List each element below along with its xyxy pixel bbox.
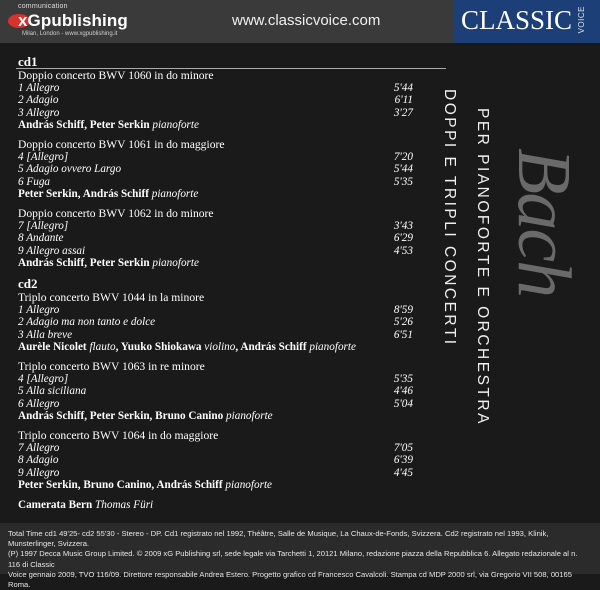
conductor: Thomas Füri [95, 499, 154, 512]
track-name: 8 Andante [18, 232, 64, 245]
instrument: pianoforte [225, 478, 273, 491]
track-row [18, 316, 413, 328]
track-row [18, 442, 413, 454]
performers: András Schiff, Peter Serkin pianoforte [18, 118, 199, 131]
track-row [18, 385, 413, 397]
track-duration: 5'44 [393, 163, 413, 176]
instrument: pianoforte [226, 409, 273, 422]
track-row [18, 245, 413, 257]
performers: Peter Serkin, Bruno Canino, András Schiff pianoforte [18, 478, 273, 491]
track-name: 6 Allegro [18, 397, 60, 410]
track-duration: 6'29 [393, 232, 413, 245]
track-row [18, 373, 413, 385]
track-duration: 6'11 [394, 94, 413, 107]
work-title: Doppio concerto BWV 1060 in do minore [18, 69, 214, 82]
track-row [18, 232, 413, 244]
instrument: flauto [89, 340, 116, 353]
footer-credits [0, 523, 600, 590]
brand-main: CLASSIC [461, 5, 573, 35]
footer-line: (P) 1997 Decca Music Group Limited. © 2009 xG Publishing srl, sede legale via Tarchetti 1, 20121 Milano, redazione piazza della Repubblica 6. Allegato redazionale al n. 116 di Classic [8, 549, 578, 569]
track-duration: 5'26 [393, 316, 413, 329]
work [18, 208, 413, 269]
track-row [18, 329, 413, 341]
ensemble: Camerata Bern Thomas Füri [18, 499, 154, 512]
instrument: violino [204, 340, 236, 353]
track-duration: 3'43 [393, 220, 413, 233]
composer-name: Bach [502, 148, 586, 297]
instrument: pianoforte [151, 187, 199, 200]
track-duration: 5'04 [393, 397, 413, 410]
work-title: Triplo concerto BWV 1063 in re minore [18, 360, 205, 374]
track-duration: 7'20 [393, 151, 413, 164]
track-name: 7 [Allegro] [18, 220, 69, 233]
track-row [18, 94, 413, 106]
side-title-2 [473, 108, 503, 426]
track-row [18, 467, 413, 479]
track-name: 5 Alla siciliana [18, 385, 87, 398]
track-name: 2 Adagio ma non tanto e dolce [18, 316, 156, 329]
track-name: 1 Allegro [18, 82, 60, 95]
track-row [18, 107, 413, 119]
track-name: 6 Fuga [18, 175, 51, 188]
logo-sub: communication [18, 3, 68, 10]
work-title: Doppio concerto BWV 1061 in do maggiore [18, 138, 225, 152]
publisher-logo [8, 3, 126, 41]
brand-logo [453, 0, 600, 43]
track-duration: 8'59 [393, 304, 413, 317]
track-name: 5 Adagio ovvero Largo [18, 163, 122, 176]
track-row [18, 304, 413, 316]
work-title: Doppio concerto BWV 1062 in do minore [18, 207, 214, 221]
work [18, 139, 413, 200]
track-name: 7 Allegro [18, 442, 60, 455]
track-row [18, 398, 413, 410]
track-name: 3 Alla breve [18, 328, 73, 341]
instrument: pianoforte [152, 256, 199, 269]
cd1-heading: cd1 [18, 54, 38, 69]
track-row [18, 454, 413, 466]
performers: Peter Serkin, András Schiff pianoforte [18, 187, 199, 200]
track-duration: 6'39 [393, 454, 413, 467]
work-title: Triplo concerto BWV 1044 in la minore [18, 291, 205, 305]
tracklist [18, 55, 413, 511]
track-name: 4 [Allegro] [18, 151, 69, 164]
track-name: 8 Adagio [18, 454, 59, 467]
performers: András Schiff, Peter Serkin, Bruno Canino pianoforte [18, 409, 273, 422]
work [18, 430, 413, 491]
track-row [18, 176, 413, 188]
instrument: pianoforte [152, 118, 199, 131]
track-row [18, 151, 413, 163]
footer-line: Voice gennaio 2009, TVO 116/09. Direttore responsabile Andrea Estero. Progetto grafico cd Francesco Cavalcoli. Stampa cd MDP 2000 srl, via Gregorio VII 508, 00165 Roma. [8, 569, 572, 590]
track-duration: 4'53 [393, 244, 413, 257]
logo-tag: Milan, London - www.xgpublishing.it [22, 31, 118, 37]
work [18, 361, 413, 422]
performers: András Schiff, Peter Serkin pianoforte [18, 256, 199, 269]
track-name: 4 [Allegro] [18, 373, 69, 386]
track-row [18, 82, 413, 94]
track-duration: 3'27 [393, 106, 413, 119]
side-title-1 [440, 89, 470, 449]
website-url[interactable]: www.classicvoice.com [232, 12, 381, 29]
performers: Aurèle Nicolet flauto, Yuuko Shiokawa violino, András Schiff pianoforte [18, 340, 356, 353]
brand-vertical: VOICE [577, 6, 586, 34]
top-bar [0, 0, 600, 43]
track-duration: 4'46 [393, 385, 413, 398]
track-duration: 5'35 [393, 373, 413, 386]
track-row [18, 163, 413, 175]
subtitle-line-2: PER PIANOFORTE E ORCHESTRA [474, 108, 491, 426]
track-name: 1 Allegro [18, 304, 60, 317]
logo-main: xGpublishing [18, 11, 128, 30]
track-name: 9 Allegro assai [18, 244, 86, 257]
track-duration: 5'44 [393, 82, 413, 95]
cd2-heading: cd2 [18, 276, 38, 292]
track-duration: 5'35 [393, 175, 413, 188]
work [18, 292, 413, 353]
track-name: 3 Allegro [18, 106, 60, 119]
track-duration: 4'45 [393, 466, 413, 479]
work [18, 70, 413, 131]
track-row [18, 220, 413, 232]
track-name: 2 Adagio [18, 94, 59, 107]
instrument: pianoforte [309, 340, 356, 353]
track-duration: 7'05 [393, 442, 413, 455]
work-title: Triplo concerto BWV 1064 in do maggiore [18, 429, 219, 443]
subtitle-line-1: DOPPI E TRIPLI CONCERTI [441, 89, 458, 347]
track-duration: 6'51 [393, 328, 413, 341]
footer-line: Total Time cd1 49'25- cd2 55'30 - Stereo - DP. Cd1 registrato nel 1992, Théâtre, Salle de Musique, La Chaux-de-Fonds, Svizzera. Cd2 registrato nel 1993, Klinik, Munsterlinger, Svizzera. [8, 529, 549, 549]
track-name: 9 Allegro [18, 466, 60, 479]
